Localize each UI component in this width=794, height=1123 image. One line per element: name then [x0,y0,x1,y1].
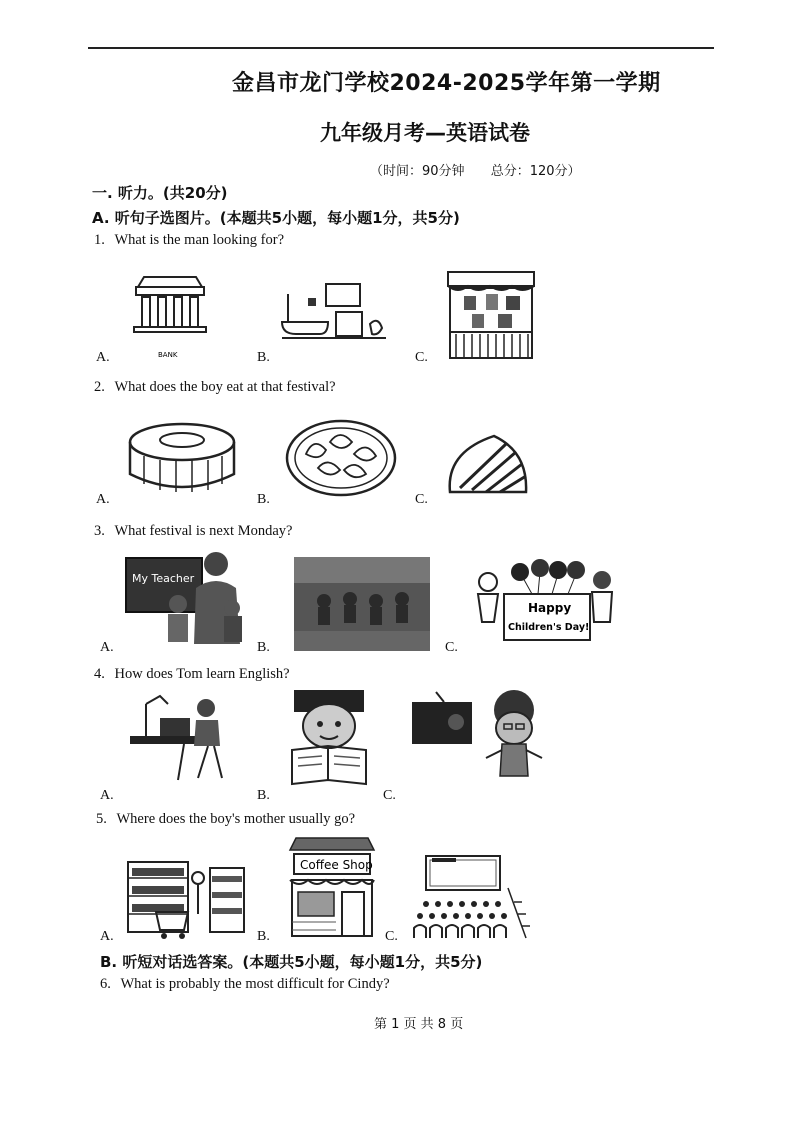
cinema-image [410,852,530,940]
question-6 [100,976,390,993]
exam-subtitle: 九年级月考—英语试卷 [320,121,530,145]
mooncake-image [126,420,238,498]
option-4c[interactable]: C. [383,788,396,803]
question-number: 2. [94,379,105,395]
question-number: 6. [100,976,111,992]
bathroom-image [278,272,390,342]
board-text: My Teacher [132,572,195,585]
option-1c[interactable]: C. [415,350,428,365]
festival-scene-image [294,557,430,651]
exam-title: 金昌市龙门学校2024-2025学年第一学期 [232,71,661,96]
question-number: 3. [94,523,105,539]
supermarket-image [126,848,246,940]
newspaper-reading-image [288,688,370,786]
page-footer: 第 1 页 共 8 页 [374,1017,464,1032]
question-4 [94,666,290,683]
question-text: Where does the boy's mother usually go? [116,811,356,827]
shop-sign-text: Coffee Shop [300,858,373,872]
option-3c[interactable]: C. [445,640,458,655]
option-5a[interactable]: A. [100,929,114,944]
option-4a[interactable]: A. [100,788,114,803]
question-text: What is probably the most difficult for Cindy? [120,976,390,992]
coffee-shop-image [286,836,378,940]
question-1 [94,232,284,249]
option-3b[interactable]: B. [257,640,270,655]
question-number: 1. [94,232,105,248]
option-4b[interactable]: B. [257,788,270,803]
top-rule [88,47,714,49]
question-text: What is the man looking for? [114,232,285,248]
question-number: 5. [96,811,107,827]
option-3a[interactable]: A. [100,640,114,655]
exam-time: （时间：90分钟 [370,164,465,179]
bank-label: BANK [158,351,178,359]
option-2b[interactable]: B. [257,492,270,507]
option-5b[interactable]: B. [257,929,270,944]
question-text: How does Tom learn English? [114,666,290,682]
teachers-day-image [124,548,250,650]
part-b-heading: B. 听短对话选答案。(本题共5小题，每小题1分，共5分) [100,953,483,971]
exam-meta [370,160,603,179]
bank-image [130,275,210,360]
computer-study-image [126,690,230,786]
option-2a[interactable]: A. [96,492,110,507]
childrens-day-image [472,560,622,652]
clothes-store-image [446,270,536,362]
option-1b[interactable]: B. [257,350,270,365]
option-5c[interactable]: C. [385,929,398,944]
question-2 [94,379,336,396]
option-1a[interactable]: A. [96,350,110,365]
sign-line-1: Happy [528,601,572,615]
question-number: 4. [94,666,105,682]
sign-line-2: Children's Day! [508,622,590,633]
question-text: What festival is next Monday? [114,523,293,539]
question-5 [96,811,355,828]
question-text: What does the boy eat at that festival? [114,379,336,395]
zongzi-image [446,432,530,496]
section-listening-heading: 一. 听力。(共20分) [92,184,228,202]
question-3 [94,523,292,540]
radio-listening-image [410,688,550,786]
part-a-heading: A. 听句子选图片。(本题共5小题，每小题1分，共5分) [92,209,460,227]
dumplings-image [284,418,398,498]
option-2c[interactable]: C. [415,492,428,507]
exam-score: 总分：120分） [490,164,581,179]
